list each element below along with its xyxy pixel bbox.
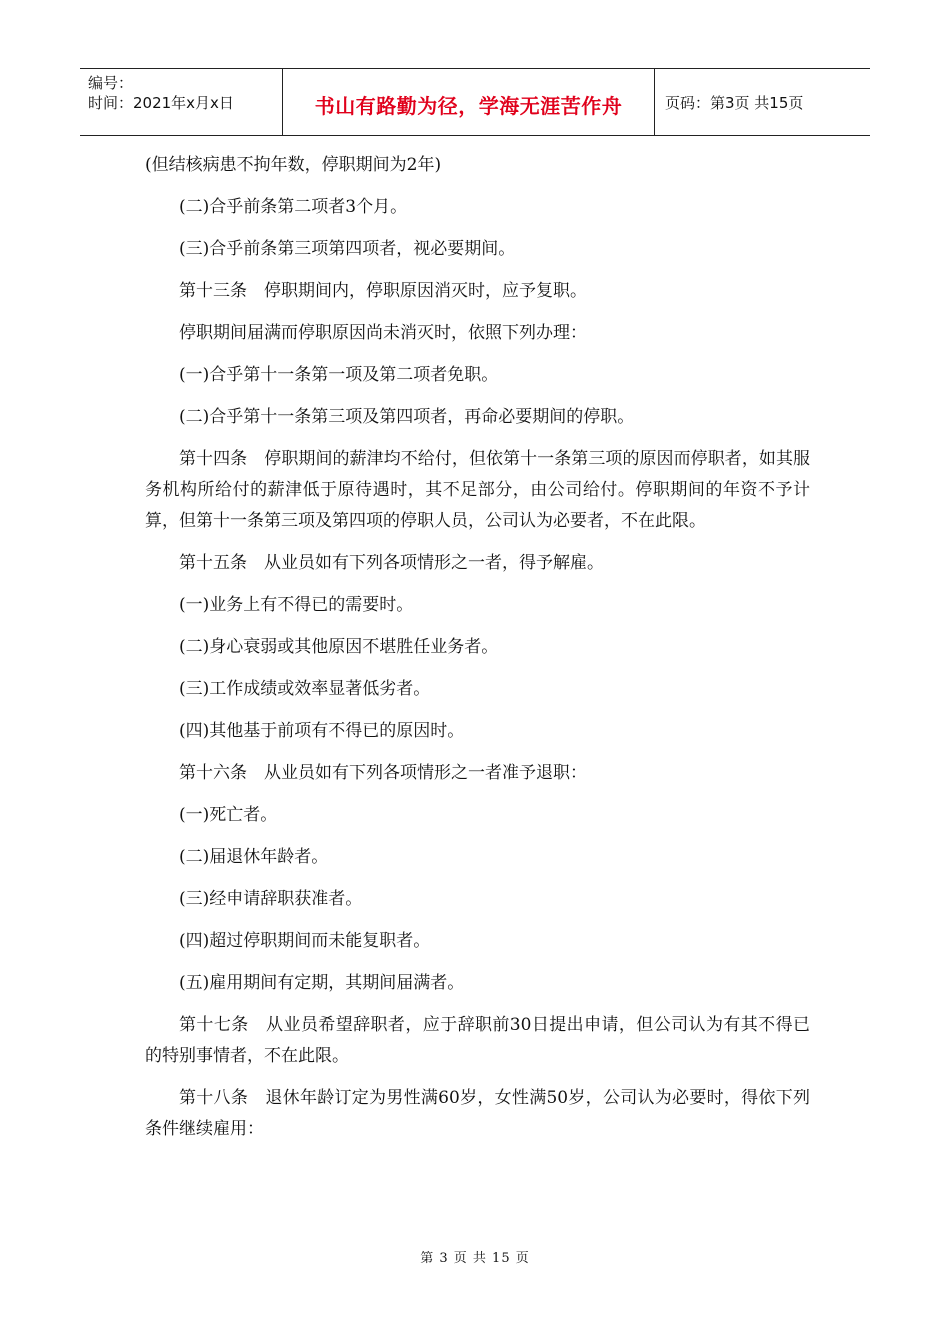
paragraph: 停职期间届满而停职原因尚未消灭时，依照下列办理：	[179, 323, 587, 343]
header-motto: 书山有路勤为径，学海无涯苦作舟	[314, 93, 623, 118]
footer-page-number: 第 3 页 共 15 页	[420, 1251, 530, 1266]
page-code-text: 页码：第3页 共15页	[665, 93, 804, 112]
paragraph: 第十三条 停职期间内，停职原因消灭时，应予复职。	[179, 281, 587, 301]
paragraph: (三)工作成绩或效率显著低劣者。	[179, 679, 431, 699]
document-body	[145, 150, 810, 1156]
paragraph: (五)雇用期间有定期，其期间届满者。	[179, 973, 465, 993]
header-motto-cell	[283, 69, 655, 135]
paragraph: (二)合乎第十一条第三项及第四项者，再命必要期间的停职。	[179, 407, 635, 427]
paragraph: 第十八条 退休年龄订定为男性满60岁，女性满50岁，公司认为必要时，得依下列条件继续雇用：	[145, 1088, 810, 1139]
paragraph: 第十五条 从业员如有下列各项情形之一者，得予解雇。	[179, 553, 604, 573]
document-number: 编号：	[88, 74, 134, 92]
page-footer	[0, 1247, 950, 1266]
paragraph: (二)身心衰弱或其他原因不堪胜任业务者。	[179, 637, 499, 657]
header-meta	[80, 69, 283, 135]
paragraph: (一)合乎第十一条第一项及第二项者免职。	[179, 365, 499, 385]
paragraph: (但结核病患不拘年数，停职期间为2年)	[145, 155, 442, 175]
paragraph: 第十四条 停职期间的薪津均不给付，但依第十一条第三项的原因而停职者，如其服务机构所给付的薪津低于原待遇时，其不足部分，由公司给付。停职期间的年资不予计算，但第十一条第三项及第四项的停职人员，公司认为必要者，不在此限。	[145, 449, 810, 531]
document-time: 时间：2021年x月x日	[88, 94, 234, 112]
paragraph: (二)合乎前条第二项者3个月。	[179, 197, 408, 217]
paragraph: (四)超过停职期间而未能复职者。	[179, 931, 431, 951]
paragraph: 第十六条 从业员如有下列各项情形之一者准予退职：	[179, 763, 587, 783]
paragraph: (四)其他基于前项有不得已的原因时。	[179, 721, 465, 741]
paragraph: (二)届退休年龄者。	[179, 847, 329, 867]
page-header	[80, 68, 870, 136]
paragraph: 第十七条 从业员希望辞职者，应于辞职前30日提出申请，但公司认为有其不得已的特别事情者，不在此限。	[145, 1015, 810, 1066]
paragraph: (三)经申请辞职获准者。	[179, 889, 363, 909]
header-page-code	[655, 69, 870, 135]
paragraph: (三)合乎前条第三项第四项者，视必要期间。	[179, 239, 516, 259]
paragraph: (一)死亡者。	[179, 805, 278, 825]
paragraph: (一)业务上有不得已的需要时。	[179, 595, 414, 615]
